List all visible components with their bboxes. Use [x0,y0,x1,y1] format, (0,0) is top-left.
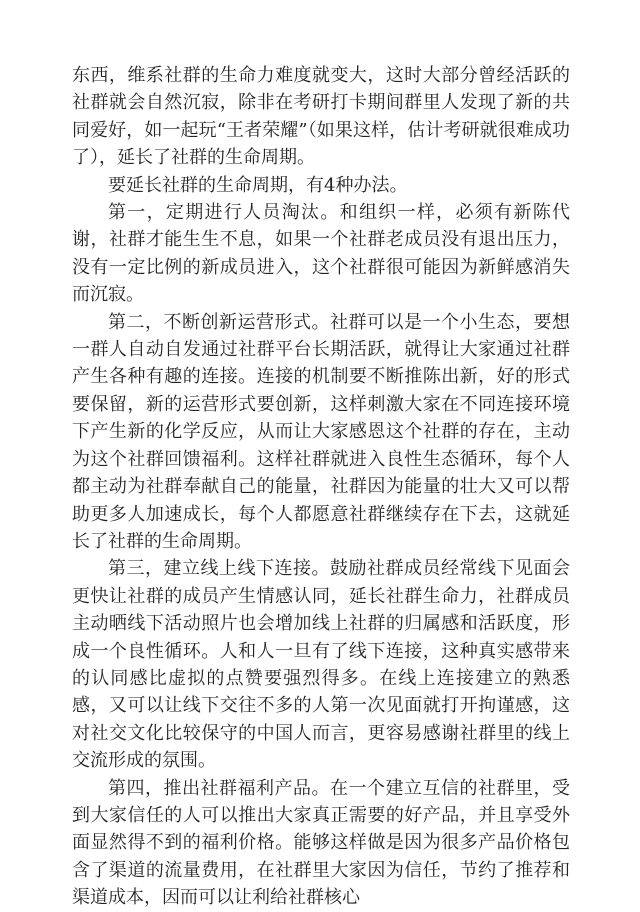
paragraph-method-2: 第二，不断创新运营形式。社群可以是一个小生态，要想一群人自动自发通过社群平台长期活跃，就得让大家通过社群产生各种有趣的连接。连接的机制要不断推陈出新，好的形式要保留，新的运营形式要创新，这样刺激大家在不同连接环境下产生新的化学反应，从而让大家感恩这个社群的存在，主动为这个社群回馈福利。这样社群就进入良性生态循环，每个人都主动为社群奉献自己的能量，社群因为能量的壮大又可以帮助更多人加速成长，每个人都愿意社群继续存在下去，这就延长了社群的生命周期。 [72,311,570,552]
paragraph-method-3: 第三，建立线上线下连接。鼓励社群成员经常线下见面会更快让社群的成员产生情感认同，延长社群生命力，社群成员主动晒线下活动照片也会增加线上社群的归属感和活跃度，形成一个良性循环。人和人一旦有了线下连接，这种真实感带来的认同感比虚拟的点赞要强烈得多。在线上连接建立的熟悉感，又可以让线下交往不多的人第一次见面就打开拘谨感，这对社交文化比较保守的中国人而言，更容易感谢社群里的线上交流形成的氛围。 [72,558,570,772]
paragraph-continuation: 东西，维系社群的生命力难度就变大，这时大部分曾经活跃的社群就会自然沉寂，除非在考研打卡期间群里人发现了新的共同爱好，如一起玩“王者荣耀”（如果这样，估计考研就很难成功了），延长了社群的生命周期。 [72,65,570,169]
paragraph-intro-methods: 要延长社群的生命周期，有4种办法。 [108,174,408,196]
paragraph-method-1: 第一，定期进行人员淘汰。和组织一样，必须有新陈代谢，社群才能生生不息，如果一个社群老成员没有退出压力，没有一定比例的新成员进入，这个社群很可能因为新鲜感消失而沉寂。 [72,202,570,306]
paragraph-method-4: 第四，推出社群福利产品。在一个建立互信的社群里，受到大家信任的人可以推出大家真正需要的好产品，并且享受外面显然得不到的福利价格。能够这样做是因为很多产品价格包含了渠道的流量费用，在社群里大家因为信任，节约了推荐和渠道成本，因而可以让利给社群核心 [72,777,570,909]
